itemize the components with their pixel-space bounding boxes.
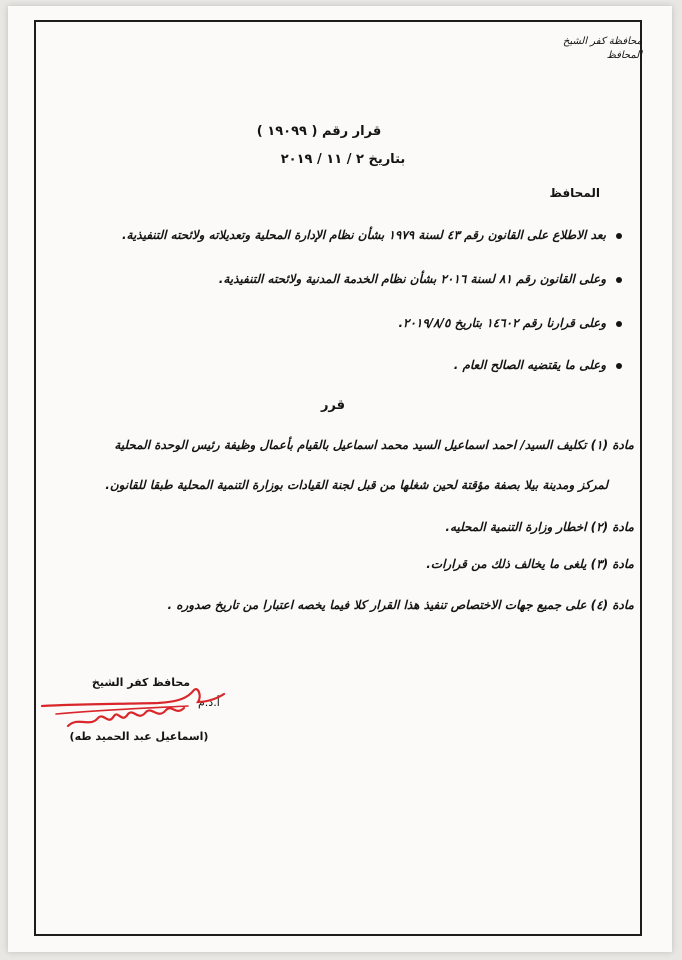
preamble-item: بعد الاطلاع على القانون رقم ٤٣ لسنة ١٩٧٩ بشأن نظام الإدارة المحلية وتعديلاته ولائحته التنفيذية. <box>122 228 622 242</box>
signatory-name: (اسماعيل عبد الحميد طه) <box>69 730 209 743</box>
decree-date: بتاريخ ٢ / ١١ / ٢٠١٩ <box>280 152 406 167</box>
header-office: المحافظ <box>606 50 642 61</box>
preamble-item: وعلى القانون رقم ٨١ لسنة ٢٠١٦ بشأن نظام الخدمة المدنية ولائحته التنفيذية. <box>219 272 622 286</box>
article-3: مادة (٣) يلغى ما يخالف ذلك من قرارات. <box>426 557 634 571</box>
preamble-item: وعلى ما يقتضيه الصالح العام . <box>454 358 622 372</box>
signatory-title: محافظ كفر الشيخ <box>91 676 191 689</box>
signatory-rank: أ.د.م <box>198 696 220 709</box>
article-2: مادة (٢) اخطار وزارة التنمية المحليه. <box>445 520 634 534</box>
header-governorate: محافظة كفر الشيخ <box>562 36 642 47</box>
article-1-line-2: لمركز ومدينة بيلا بصفة مؤقتة لحين شغلها من قبل لجنة القيادات بوزارة التنمية المحلية طبقا للقانون. <box>105 478 608 492</box>
decided-heading: قرر <box>320 398 346 413</box>
article-1-line-1: مادة (١) تكليف السيد/ احمد اسماعيل السيد محمد اسماعيل بالقيام بأعمال وظيفة رئيس الوحدة المحلية <box>114 438 634 452</box>
article-4: مادة (٤) على جميع جهات الاختصاص تنفيذ هذا القرار كلا فيما يخصه اعتبارا من تاريخ صدوره . <box>167 598 634 612</box>
preamble-item: وعلى قرارنا رقم ١٤٦٠٢ بتاريخ ٢٠١٩/٨/٥. <box>398 316 622 330</box>
document-page <box>8 6 672 952</box>
decree-number: قرار رقم ( ١٩٠٩٩ ) <box>256 124 382 139</box>
governor-heading: المحافظ <box>549 186 600 200</box>
